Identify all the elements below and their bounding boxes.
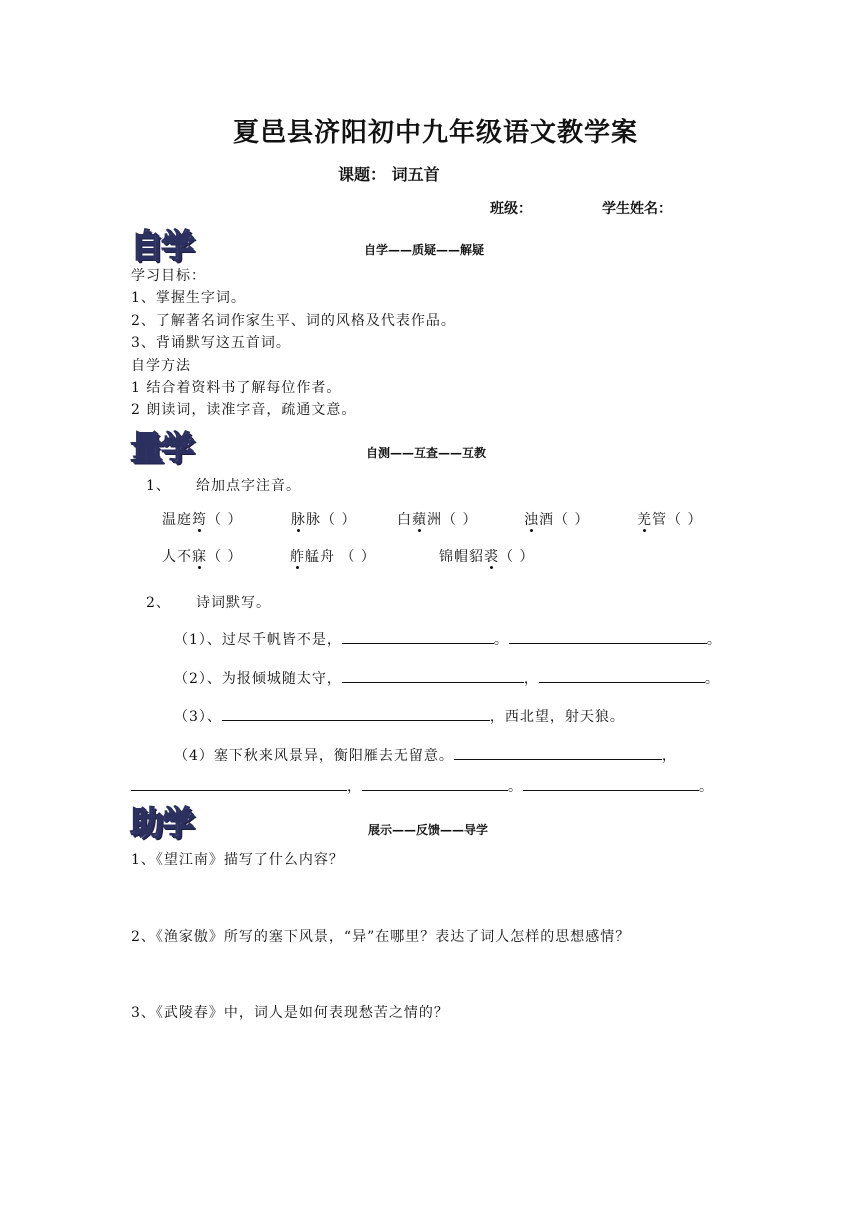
pinyin-item: 锦帽貂裘（ ） [439, 549, 535, 565]
goal-item: 1、掌握生字词。 [131, 290, 246, 306]
method-item: 1 结合着资料书了解每位作者。 [131, 380, 342, 396]
section-subtitle-measure-study: 自测——互查——互教 [366, 446, 487, 460]
answer-blank[interactable] [222, 706, 490, 721]
fill-line-2: （2）、为报倾城随太守， ， 。 [174, 668, 720, 688]
pinyin-item: 舴艋舟 （ ） [290, 549, 376, 565]
pinyin-item: 温庭筠（ ） [162, 512, 243, 528]
section-subtitle-self-study: 自学——质疑——解疑 [364, 243, 485, 257]
pinyin-item: 浊酒（ ） [524, 512, 590, 528]
answer-blank[interactable] [523, 776, 699, 791]
question-number: 1、 [146, 478, 171, 494]
pinyin-item: 人不寐（ ） [162, 549, 243, 565]
fill-line-1: （1）、过尽千帆皆不是， 。 。 [174, 629, 722, 649]
goals-heading: 学习目标： [131, 268, 206, 284]
answer-blank[interactable] [509, 629, 707, 644]
question-number: 2、 [146, 595, 171, 611]
answer-blank[interactable] [454, 745, 662, 760]
section-logo-measure-study: 量学 [130, 428, 192, 467]
goal-item: 2、了解著名词作家生平、词的风格及代表作品。 [131, 313, 456, 329]
method-item: 2 朗读词，读准字音，疏通文意。 [131, 402, 357, 418]
answer-blank[interactable] [539, 668, 705, 683]
question-text: 给加点字注音。 [196, 478, 301, 494]
pinyin-item: 脉脉（ ） [291, 512, 357, 528]
answer-blank[interactable] [362, 776, 508, 791]
fill-line-5: ， 。 。 [131, 776, 714, 796]
question-text: 诗词默写。 [196, 595, 271, 611]
student-name-label: 学生姓名： [602, 201, 672, 217]
section-subtitle-assist-study: 展示——反馈——导学 [368, 823, 489, 837]
class-label: 班级： [490, 201, 532, 217]
answer-blank[interactable] [131, 776, 347, 791]
lesson-topic: 课题： 词五首 [338, 165, 440, 184]
discussion-question: 3、《武陵春》中，词人是如何表现愁苦之情的？ [131, 1005, 449, 1021]
discussion-question: 2、《渔家傲》所写的塞下风景，“异”在哪里？表达了词人怎样的思想感情？ [131, 929, 631, 945]
discussion-question: 1、《望江南》描写了什么内容？ [131, 852, 344, 868]
pinyin-item: 羌管（ ） [637, 512, 703, 528]
answer-blank[interactable] [342, 629, 494, 644]
fill-line-4: （4）塞下秋来风景异，衡阳雁去无留意。 ， [174, 745, 677, 765]
answer-blank[interactable] [342, 668, 524, 683]
section-logo-self-study: 自学 [130, 226, 192, 265]
pinyin-item: 白蘋洲（ ） [397, 512, 478, 528]
fill-line-3: （3）、 ，西北望，射天狼。 [174, 706, 625, 726]
page-title: 夏邑县济阳初中九年级语文教学案 [233, 118, 639, 148]
method-heading: 自学方法 [131, 358, 191, 374]
goal-item: 3、背诵默写这五首词。 [131, 335, 291, 351]
section-logo-assist-study: 助学 [130, 803, 192, 842]
